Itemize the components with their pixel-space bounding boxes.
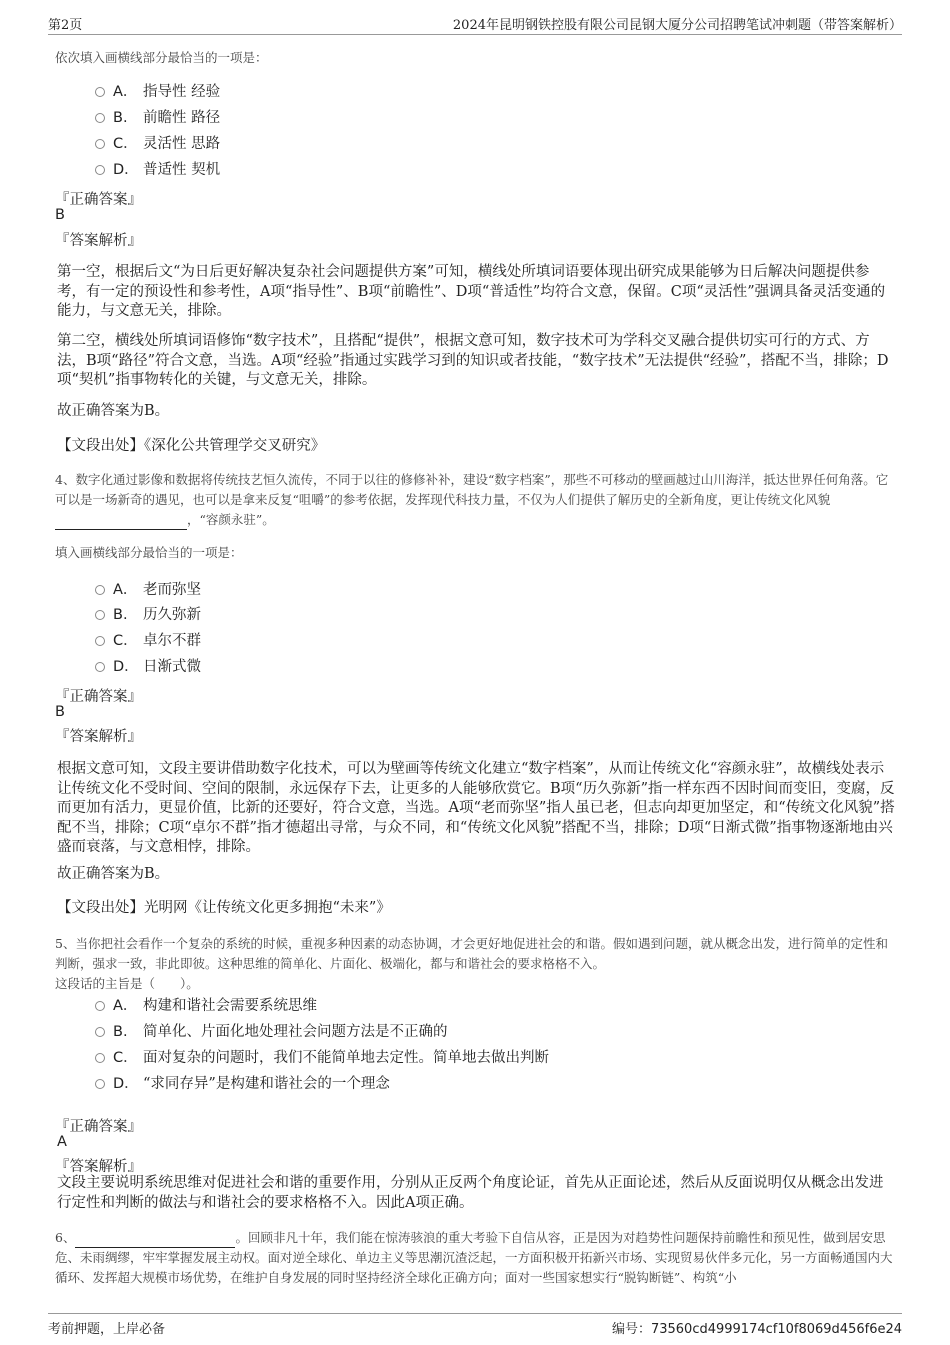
q3-answer: B: [55, 207, 65, 223]
radio-icon[interactable]: [95, 165, 105, 175]
document-code: 编号：73560cd4999174cf10f8069d456f6e24: [611, 1322, 902, 1337]
radio-icon[interactable]: [95, 139, 105, 149]
q3-analysis-label: 『答案解析』: [55, 233, 142, 249]
q3-prompt: 依次填入画横线部分最恰当的一项是：: [55, 50, 268, 65]
radio-icon[interactable]: [95, 610, 105, 620]
q6-stem: 6、 。回顾非凡十年，我们能在惊涛骇浪的重大考验下自信从容，正是因为对趋势性问题保持前瞻性和预见性，做到居安思危、未雨绸缪，牢牢掌握发展主动权。面对逆全球化、单边主义等思潮沉渣泛起，一方面积极开拓新兴市场、实现贸易伙伴多元化，另一方面畅通国内大循环、发挥超大规模市场优势，在维护自身发展的同时坚持经济全球化正确方向；面对一些国家想实行“脱钩断链”、构筑“小: [55, 1230, 893, 1285]
footer-slogan: 考前押题，上岸必备: [48, 1322, 166, 1337]
q5-option-c[interactable]: C． 面对复杂的问题时，我们不能简单地去定性。简单地去做出判断: [95, 1048, 549, 1068]
answer-blank[interactable]: [75, 1247, 235, 1248]
q3-option-c[interactable]: C． 灵活性 思路: [95, 134, 220, 154]
q4-option-d[interactable]: D． 日渐式微: [95, 657, 201, 677]
q3-analysis-p1: 第一空，根据后文“为日后更好解决复杂社会问题提供方案”可知，横线处所填词语要体现出研究成果能够为日后解决问题提供参考，有一定的预设性和参考性，A项“指导性”、B项“前瞻性”、D项“普适性”均符合文意，保留。C项“灵活性”强调具备灵活变通的能力，与文意无关，排除。: [57, 264, 886, 319]
answer-blank[interactable]: [55, 529, 187, 530]
q4-conclusion: 故正确答案为B。: [57, 866, 170, 882]
q5-prompt: 这段话的主旨是（ ）。: [55, 976, 199, 991]
radio-icon[interactable]: [95, 1027, 105, 1037]
q3-option-a[interactable]: A． 指导性 经验: [95, 82, 220, 102]
q4-analysis-label: 『答案解析』: [55, 729, 142, 745]
page-header: [48, 14, 902, 35]
q4-answer: B: [55, 704, 65, 720]
q4-source: 【文段出处】光明网《让传统文化更多拥抱“未来”》: [57, 900, 391, 916]
page-footer: [48, 1313, 902, 1337]
q5-analysis-p1: 文段主要说明系统思维对促进社会和谐的重要作用，分别从正反两个角度论证，首先从正面论述，然后从反面说明仅从概念出发进行定性和判断的做法与和谐社会的要求格格不入。因此A项正确。: [57, 1175, 884, 1211]
radio-icon[interactable]: [95, 87, 105, 97]
q5-option-d[interactable]: D． “求同存异”是构建和谐社会的一个理念: [95, 1074, 390, 1094]
q4-analysis-p1: 根据文意可知，文段主要讲借助数字化技术，可以为壁画等传统文化建立“数字档案”，从而让传统文化“容颜永驻”，故横线处表示让传统文化不受时间、空间的限制，永远保存下去，让更多的人能够欣赏它。B项“历久弥新”指一样东西不因时间而变旧，变腐，反而更加有活力，更显价值，比新的还要好，符合文意，当选。A项“老而弥坚”指人虽已老，但志向却更加坚定，和“传统文化风貌”搭配不当，排除；C项“卓尔不群”指才德超出寻常，与众不同，和“传统文化风貌”搭配不当，排除；D项“日渐式微”指事物逐渐地由兴盛而衰落，与文意相悖，排除。: [57, 761, 895, 855]
q3-conclusion: 故正确答案为B。: [57, 403, 170, 419]
radio-icon[interactable]: [95, 1053, 105, 1063]
radio-icon[interactable]: [95, 636, 105, 646]
q3-source: 【文段出处】《深化公共管理学交叉研究》: [57, 438, 326, 454]
q3-option-d[interactable]: D． 普适性 契机: [95, 160, 220, 180]
q5-analysis-label: 『答案解析』: [55, 1159, 142, 1175]
radio-icon[interactable]: [95, 662, 105, 672]
q3-analysis-p2: 第二空，横线处所填词语修饰“数字技术”，且搭配“提供”，根据文意可知，数字技术可为学科交叉融合提供切实可行的方式、方法，B项“路径”符合文意，当选。A项“经验”指通过实践学习到的知识或者技能，“数字技术”无法提供“经验”，搭配不当，排除；D项“契机”指事物转化的关键，与文意无关，排除。: [57, 333, 889, 388]
document-title: 2024年昆明钢铁控股有限公司昆钢大厦分公司招聘笔试冲刺题（带答案解析）: [452, 18, 902, 33]
radio-icon[interactable]: [95, 113, 105, 123]
q4-answer-label: 『正确答案』: [55, 689, 142, 705]
q5-option-a[interactable]: A． 构建和谐社会需要系统思维: [95, 996, 317, 1016]
radio-icon[interactable]: [95, 1079, 105, 1089]
q5-answer-label: 『正确答案』: [55, 1119, 142, 1135]
q5-answer: A: [57, 1134, 67, 1150]
q4-option-b[interactable]: B. 历久弥新: [95, 605, 201, 625]
q3-option-b[interactable]: B. 前瞻性 路径: [95, 108, 220, 128]
q4-option-c[interactable]: C． 卓尔不群: [95, 631, 201, 651]
page-number: 第2页: [48, 18, 83, 33]
q4-stem: 4、数字化通过影像和数据将传统技艺恒久流传，不同于以往的修修补补，建设“数字档案”，那些不可移动的壁画越过山川海洋，抵达世界任何角落。它可以是一场新奇的遇见，也可以是拿来反复“咀嚼”的参考依据，发挥现代科技力量，不仅为人们提供了解历史的全新角度，更让传统文化风貌，“容颜永驻”。: [55, 470, 895, 530]
q5-stem: 5、当你把社会看作一个复杂的系统的时候，重视多种因素的动态协调，才会更好地促进社会的和谐。假如遇到问题，就从概念出发，进行简单的定性和判断，强求一致，非此即彼。这种思维的简单化、片面化、极端化，都与和谐社会的要求格格不入。: [55, 936, 888, 971]
q4-prompt: 填入画横线部分最恰当的一项是：: [55, 545, 243, 560]
q4-option-a[interactable]: A． 老而弥坚: [95, 580, 201, 600]
radio-icon[interactable]: [95, 1001, 105, 1011]
q3-answer-label: 『正确答案』: [55, 192, 142, 208]
q5-option-b[interactable]: B. 简单化、片面化地处理社会问题方法是不正确的: [95, 1022, 448, 1042]
radio-icon[interactable]: [95, 585, 105, 595]
